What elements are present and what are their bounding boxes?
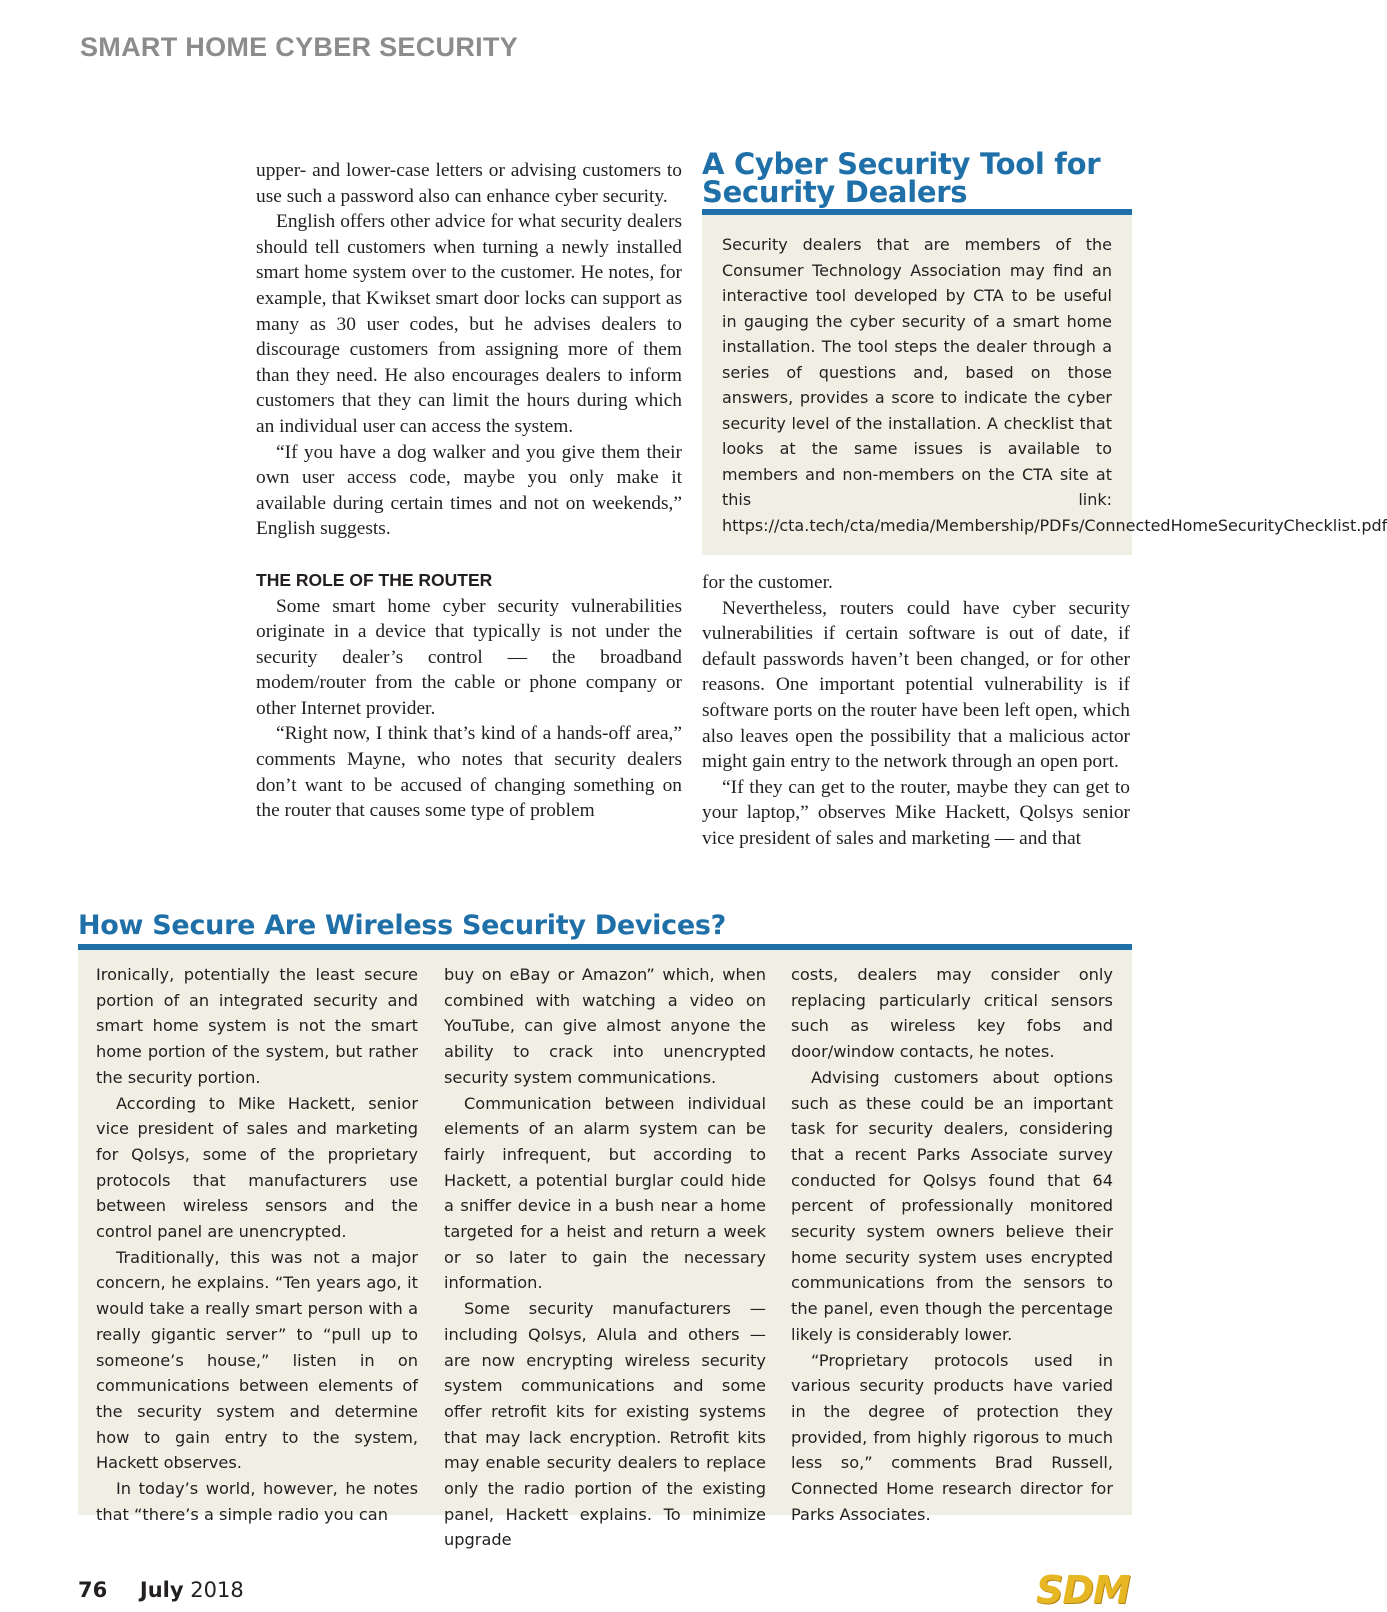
- paragraph: “If you have a dog walker and you give them their own user access code, maybe you only make it available during certain times and not on weekends,” English suggests.: [256, 441, 682, 540]
- paragraph: upper- and lower-case letters or advising customers to use such a password also can enhance cyber security.: [256, 160, 682, 207]
- paragraph: Some security manufacturers — including Qolsys, Alula and others — are now encrypting wireless security system communications and some offer retrofit kits for existing systems that may lack encryption. Retrofit kits may enable security dealers to replace only the radio portion of the existing panel, Hackett explains. To minimize upgrade: [444, 1299, 766, 1550]
- sdm-logo: SDM: [1036, 1568, 1130, 1612]
- sidebar-title: A Cyber Security Tool for Security Dealers: [702, 147, 1101, 209]
- box-title: How Secure Are Wireless Security Devices?: [78, 910, 726, 941]
- paragraph: “Proprietary protocols used in various security products have varied in the degree of protection they provided, from highly rigorous to much less so,” comments Brad Russell, Connected Home research director for Parks Associates.: [791, 1350, 1113, 1524]
- paragraph: Advising customers about options such as these could be an important task for security dealers, considering that a recent Parks Associate survey conducted for Qolsys found that 64 percent of professionally monitored security system owners believe their home security system uses encrypted communications from the sensors to the panel, even though the percentage likely is considerably lower.: [791, 1067, 1113, 1344]
- box-column-2: [444, 962, 766, 1553]
- paragraph: Ironically, potentially the least secure portion of an integrated security and smart home system is not the smart home portion of the system, but rather the security portion.: [96, 965, 418, 1087]
- box-column-1: [96, 962, 418, 1527]
- sidebar-body: Security dealers that are members of the Consumer Technology Association may find an interactive tool developed by CTA to be useful in gauging the cyber security of a smart home installation. The tool steps the dealer through a series of questions and, based on those answers, provides a score to indicate the cyber security level of the installation. A checklist that looks at the same issues is available to members and non-members on the CTA site at this link: https://cta.tech/cta/media/Membership/PDFs/ConnectedHomeSecurityChecklist.pdf: [722, 235, 1387, 535]
- article-column-2: [702, 570, 1130, 852]
- paragraph: In today’s world, however, he notes that “there’s a simple radio you can: [96, 1479, 418, 1524]
- page-footer: [78, 1578, 244, 1602]
- issue-month: July: [139, 1578, 184, 1602]
- article-column-1: [256, 158, 682, 824]
- subheading: THE ROLE OF THE ROUTER: [256, 569, 493, 590]
- paragraph: Some smart home cyber security vulnerabilities originate in a device that typically is not under the security dealer’s control — the broadband modem/router from the cable or phone company or other Internet provider.: [256, 595, 682, 719]
- section-header: SMART HOME CYBER SECURITY: [80, 32, 519, 62]
- paragraph: for the customer.: [702, 572, 833, 593]
- paragraph: “Right now, I think that’s kind of a hands-off area,” comments Mayne, who notes that security dealers don’t want to be accused of changing something on the router that causes some type of problem: [256, 723, 682, 822]
- sidebar-box: [702, 215, 1387, 555]
- box-column-3: [791, 962, 1113, 1527]
- paragraph: Traditionally, this was not a major concern, he explains. “Ten years ago, it would take a really smart person with a really gigantic server” to “pull up to someone’s house,” listen in on communications between elements of the security system and determine how to gain entry to the system, Hackett observes.: [96, 1247, 418, 1473]
- paragraph: “If they can get to the router, maybe they can get to your laptop,” observes Mike Hackett, Qolsys senior vice president of sales and marketing — and that: [702, 776, 1130, 849]
- paragraph: English offers other advice for what security dealers should tell customers when turning a newly installed smart home system over to the customer. He notes, for example, that Kwikset smart door locks can support as many as 30 user codes, but he advises dealers to discourage customers from assigning more of them than they need. He also encourages dealers to inform customers that they can limit the hours during which an individual user can access the system.: [256, 211, 682, 437]
- paragraph: buy on eBay or Amazon” which, when combined with watching a video on YouTube, can give almost anyone the ability to crack into unencrypted security system communications.: [444, 965, 766, 1087]
- paragraph: costs, dealers may consider only replacing particularly critical sensors such as wireless key fobs and door/window contacts, he notes.: [791, 965, 1113, 1062]
- page-number: 76: [78, 1578, 108, 1602]
- paragraph: Communication between individual elements of an alarm system can be fairly infrequent, but according to Hackett, a potential burglar could hide a sniffer device in a bush near a home targeted for a heist and return a week or so later to gain the necessary information.: [444, 1093, 766, 1293]
- issue-year: 2018: [190, 1578, 244, 1602]
- paragraph: According to Mike Hackett, senior vice president of sales and marketing for Qolsys, some of the proprietary protocols that manufacturers use between wireless sensors and the control panel are unencrypted.: [96, 1093, 418, 1242]
- paragraph: Nevertheless, routers could have cyber security vulnerabilities if certain software is out of date, if default passwords haven’t been changed, or for other reasons. One important potential vulnerability is if software ports on the router have been left open, which also leaves open the possibility that a malicious actor might gain entry to the network through an open port.: [702, 597, 1130, 773]
